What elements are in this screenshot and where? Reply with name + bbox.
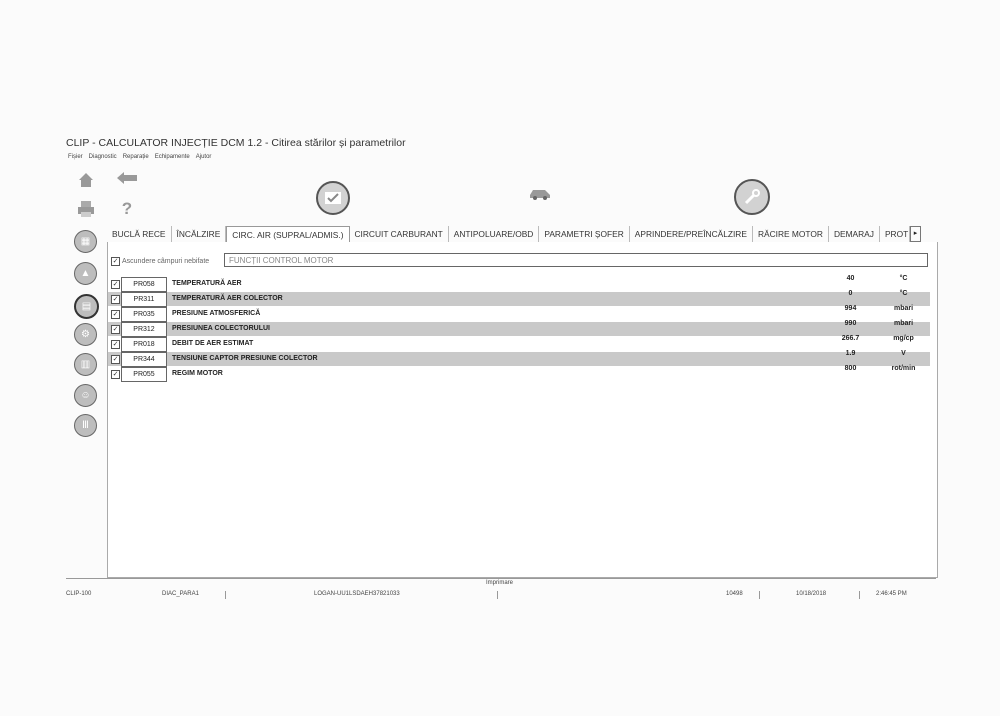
actuators-button[interactable] — [74, 323, 97, 346]
menu-help[interactable]: Ajutor — [195, 154, 212, 160]
status-time: 2:46:45 PM — [876, 591, 907, 597]
table-row — [108, 337, 930, 351]
table-row — [108, 322, 930, 336]
param-value: 40 — [846, 275, 855, 282]
hide-unchecked-label: Ascundere câmpuri nebifate — [122, 258, 210, 265]
param-code: PR058 — [121, 277, 167, 292]
row-checkbox[interactable]: ✓ — [112, 326, 119, 333]
tab-air-circuit[interactable]: CIRC. AIR (SUPRAL/ADMIS.) — [226, 226, 349, 243]
menu-diagnostic[interactable]: Diagnostic — [88, 154, 117, 160]
validate-button[interactable] — [316, 181, 350, 215]
tab-engine-cooling[interactable]: RĂCIRE MOTOR — [753, 226, 829, 242]
wrench-icon — [743, 188, 761, 206]
faults-button[interactable] — [74, 262, 97, 285]
param-value: 266.7 — [841, 335, 860, 342]
row-checkbox[interactable]: ✓ — [112, 371, 119, 378]
param-unit: rot/min — [891, 365, 916, 372]
menu-repair[interactable]: Reparație — [122, 154, 149, 160]
status-module: DIAC_PARA1 — [162, 591, 226, 599]
measurement-button[interactable] — [74, 414, 97, 437]
tab-scroll-right-icon[interactable]: ▸ — [910, 226, 921, 242]
param-name: DEBIT DE AER ESTIMAT — [172, 340, 254, 347]
param-name: TEMPERATURĂ AER — [172, 280, 242, 287]
table-row — [108, 292, 930, 306]
param-code: PR035 — [121, 307, 167, 322]
actuator-icon: ⚙ — [81, 329, 90, 340]
calculator-button[interactable] — [74, 230, 97, 253]
table-row — [108, 277, 930, 291]
param-code: PR018 — [121, 337, 167, 352]
configuration-button[interactable] — [74, 384, 97, 407]
validate-icon — [325, 192, 341, 204]
tab-driver-params[interactable]: PARAMETRI ȘOFER — [539, 226, 629, 242]
home-icon[interactable] — [74, 171, 98, 194]
parameters-icon: ▤ — [81, 301, 92, 312]
print-button[interactable]: Imprimare — [486, 580, 514, 586]
gauge-icon: Ⅲ — [82, 420, 89, 431]
person-icon: ☺ — [80, 390, 91, 401]
tab-bar — [107, 226, 934, 243]
tab-cold-loop[interactable]: BUCLĂ RECE — [107, 226, 172, 242]
calculator-icon: ▦ — [80, 236, 91, 247]
row-checkbox[interactable]: ✓ — [112, 281, 119, 288]
row-checkbox[interactable]: ✓ — [112, 356, 119, 363]
tab-heating[interactable]: ÎNCĂLZIRE — [172, 226, 227, 242]
param-value: 994 — [844, 305, 857, 312]
vehicle-icon[interactable] — [529, 186, 551, 205]
row-checkbox[interactable]: ✓ — [112, 341, 119, 348]
param-code: PR344 — [121, 352, 167, 367]
param-unit: °C — [899, 275, 908, 282]
status-date: 10/18/2018 — [796, 591, 860, 599]
param-code: PR311 — [121, 292, 167, 307]
param-name: PRESIUNEA COLECTORULUI — [172, 325, 271, 332]
table-row — [108, 352, 930, 366]
param-name: TENSIUNE CAPTOR PRESIUNE COLECTOR — [172, 355, 318, 362]
param-name: TEMPERATURĂ AER COLECTOR — [172, 295, 283, 302]
menu-file[interactable]: Fișier — [68, 154, 83, 160]
status-id: 10498 — [726, 591, 760, 599]
book-icon: ▥ — [80, 359, 91, 370]
row-checkbox[interactable]: ✓ — [112, 311, 119, 318]
status-app: CLIP-100 — [66, 591, 92, 597]
parameters-button[interactable] — [74, 294, 99, 319]
param-unit: V — [901, 350, 906, 357]
row-checkbox[interactable]: ✓ — [112, 296, 119, 303]
status-bar — [66, 578, 936, 599]
param-name: REGIM MOTOR — [172, 370, 223, 377]
param-unit: °C — [899, 290, 908, 297]
table-row — [108, 307, 930, 321]
function-filter-field[interactable]: FUNCȚII CONTROL MOTOR — [224, 253, 928, 267]
warning-icon: ▲ — [80, 268, 91, 279]
back-arrow-icon[interactable] — [115, 171, 139, 190]
repair-button[interactable] — [734, 179, 770, 215]
window-title: CLIP - CALCULATOR INJECȚIE DCM 1.2 - Citirea stărilor și parametrilor — [66, 137, 406, 149]
menu-equipment[interactable]: Echipamente — [154, 154, 190, 160]
param-value: 990 — [844, 320, 857, 327]
tab-ignition[interactable]: APRINDERE/PREÎNCĂLZIRE — [630, 226, 753, 242]
param-name: PRESIUNE ATMOSFERICĂ — [172, 310, 261, 317]
param-code: PR055 — [121, 367, 167, 382]
tab-prot[interactable]: PROT — [880, 226, 910, 242]
param-value: 1.9 — [845, 350, 856, 357]
tab-fuel-circuit[interactable]: CIRCUIT CARBURANT — [350, 226, 449, 242]
printer-icon[interactable] — [74, 200, 98, 223]
param-code: PR312 — [121, 322, 167, 337]
status-vehicle: LOGAN-UU1LSDAEH37821033 — [314, 591, 498, 599]
tab-starting[interactable]: DEMARAJ — [829, 226, 880, 242]
documentation-button[interactable] — [74, 353, 97, 376]
menu-bar — [68, 154, 211, 160]
param-unit: mbari — [893, 320, 914, 327]
param-unit: mg/cp — [893, 335, 914, 342]
tab-antipollution[interactable]: ANTIPOLUARE/OBD — [449, 226, 540, 242]
param-value: 0 — [848, 290, 853, 297]
table-row — [108, 367, 930, 381]
param-value: 800 — [844, 365, 857, 372]
help-icon[interactable]: ? — [121, 199, 133, 218]
param-unit: mbari — [893, 305, 914, 312]
hide-unchecked-checkbox[interactable]: ✓ — [112, 258, 119, 265]
